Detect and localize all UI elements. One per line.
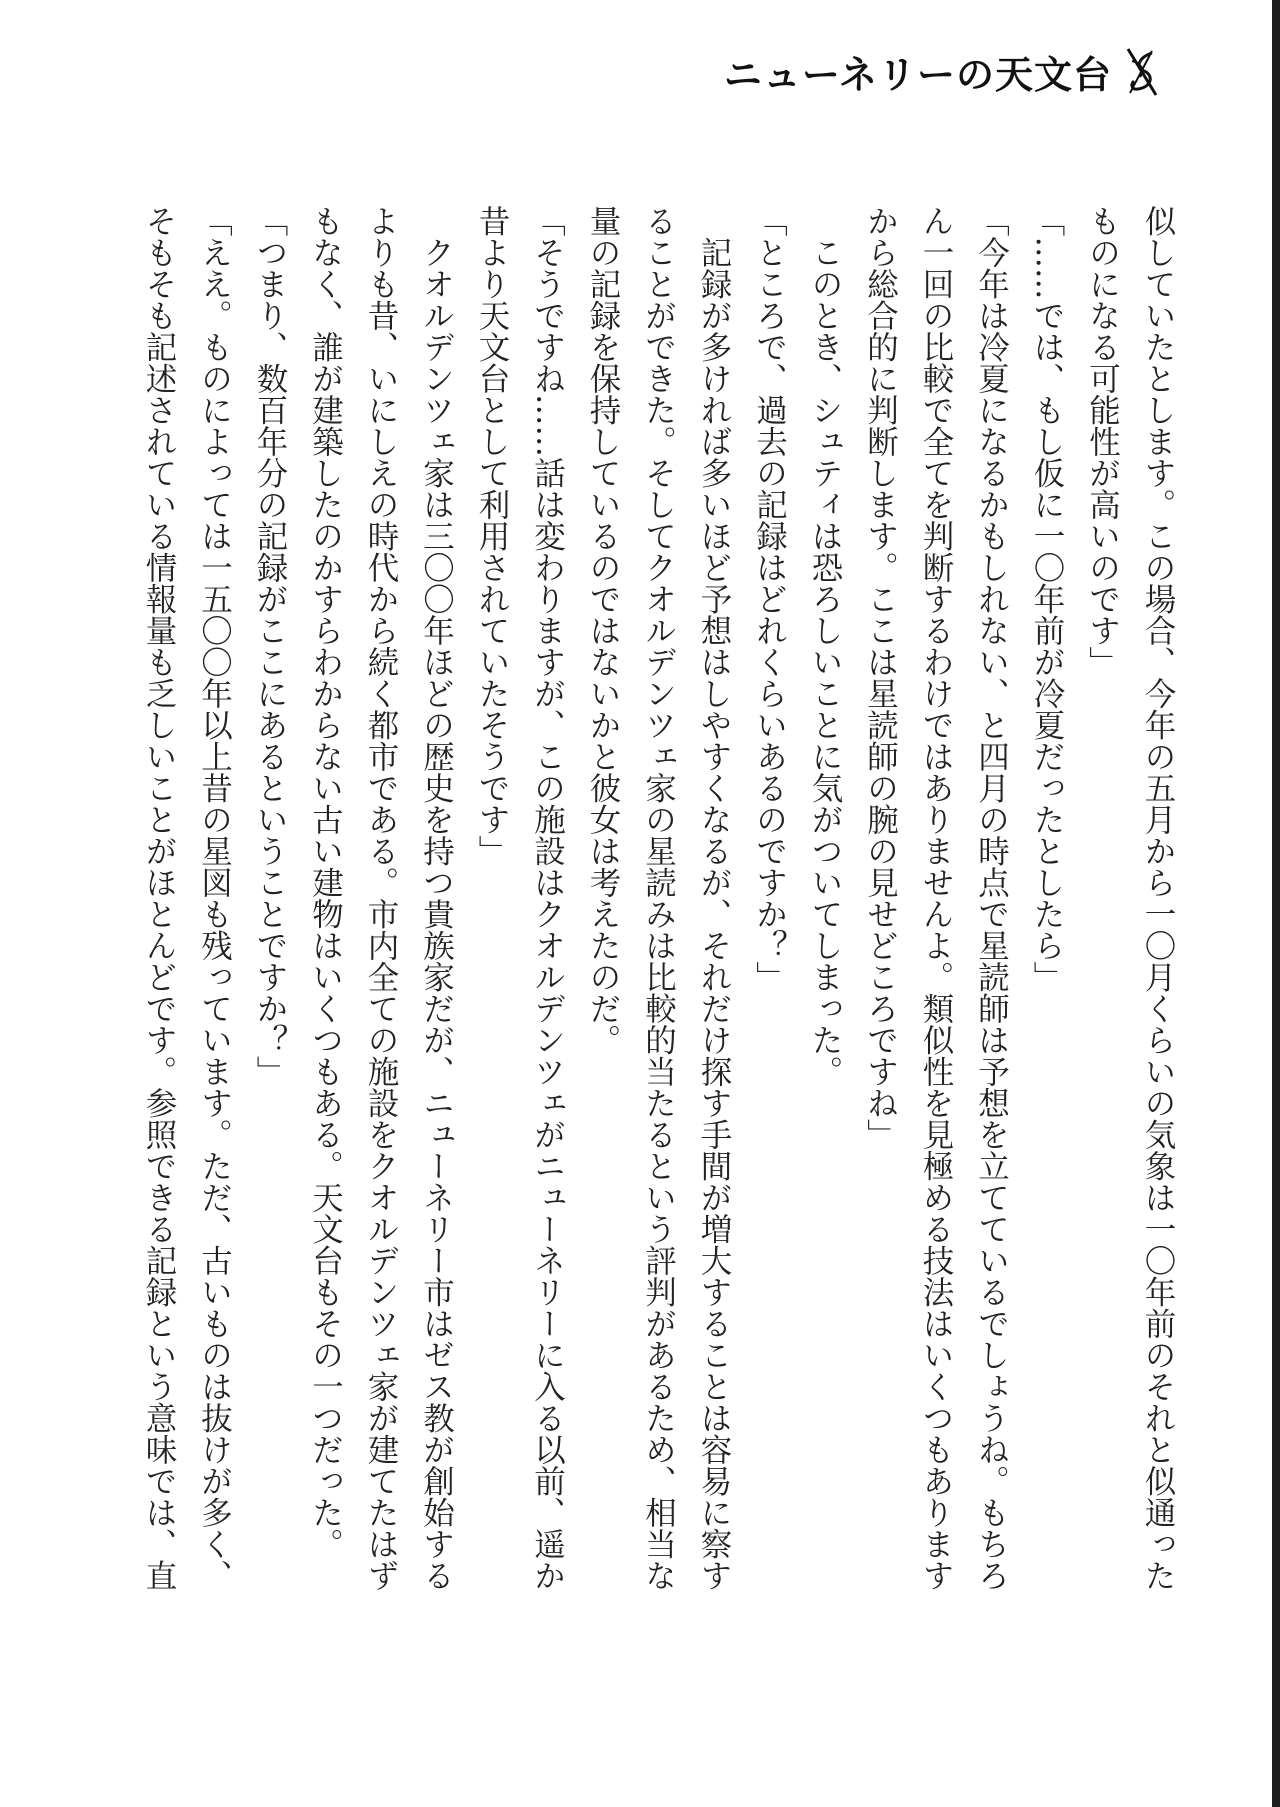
text-column: ものになる可能性が高いのです」 [1084,205,1121,678]
page-edge [1272,0,1280,1807]
text-column: 「ところで、過去の記録はどれくらいあるのですか？」 [751,205,788,993]
text-column: クオルデンツェ家は三〇〇年ほどの歴史を持つ貴族家だが、ニューネリー市はゼス教が創始する [418,205,455,1591]
text-column: 昔より天文台として利用されていたそうです」 [474,205,510,867]
crossed-sword-flourish-icon [1122,47,1162,97]
text-column: このとき、シュティは恐ろしいことに気がついてしまった。 [807,205,843,1087]
text-column: 量の記録を保持しているのではないかと彼女は考えたのだ。 [585,205,621,1056]
text-column: から総合的に判断します。ここは星読師の腕の見せどころですね」 [862,205,899,1150]
text-column: ることができた。そしてクオルデンツェ家の星読みは比較的当たるという評判があるため、相当な [640,205,677,1591]
text-column: 「……では、もし仮に一〇年前が冷夏だったとしたら」 [1029,205,1065,993]
text-column: もなく、誰が建築したのかすらわからない古い建物はいくつもある。天文台もその一つだった。 [307,205,344,1560]
text-column: よりも昔、いにしえの時代から続く都市である。市内全ての施設をクオルデンツェ家が建てたはず [363,205,399,1591]
text-column: 似していたとします。この場合、今年の五月から一〇月くらいの気象は一〇年前のそれと似通った [1140,205,1176,1591]
text-column: ん一回の比較で全てを判断するわけではありませんよ。類似性を見極める技法はいくつもあります [918,205,954,1591]
running-header [724,44,1162,99]
text-column: 「つまり、数百年分の記録がここにあるということですか？」 [252,205,288,1087]
text-column: そもそも記述されている情報量も乏しいことがほとんどです。参照できる記録という意味では、直 [141,205,177,1591]
text-column: 記録が多ければ多いほど予想はしやすくなるが、それだけ探す手間が増大することは容易に察す [696,205,732,1591]
text-column: 「今年は冷夏になるかもしれない、と四月の時点で星読師は予想を立てているでしょうね。もちろ [973,205,1010,1591]
text-column: 「そうですね……話は変わりますが、この施設はクオルデンツェがニューネリーに入る以前、遥か [529,205,566,1591]
chapter-title: ニューネリーの天文台 [723,52,1112,97]
text-column: 「ええ。ものによっては一五〇〇年以上昔の星図も残っています。ただ、古いものは抜けが多く、 [196,205,233,1591]
vertical-body-text [131,205,1186,1675]
